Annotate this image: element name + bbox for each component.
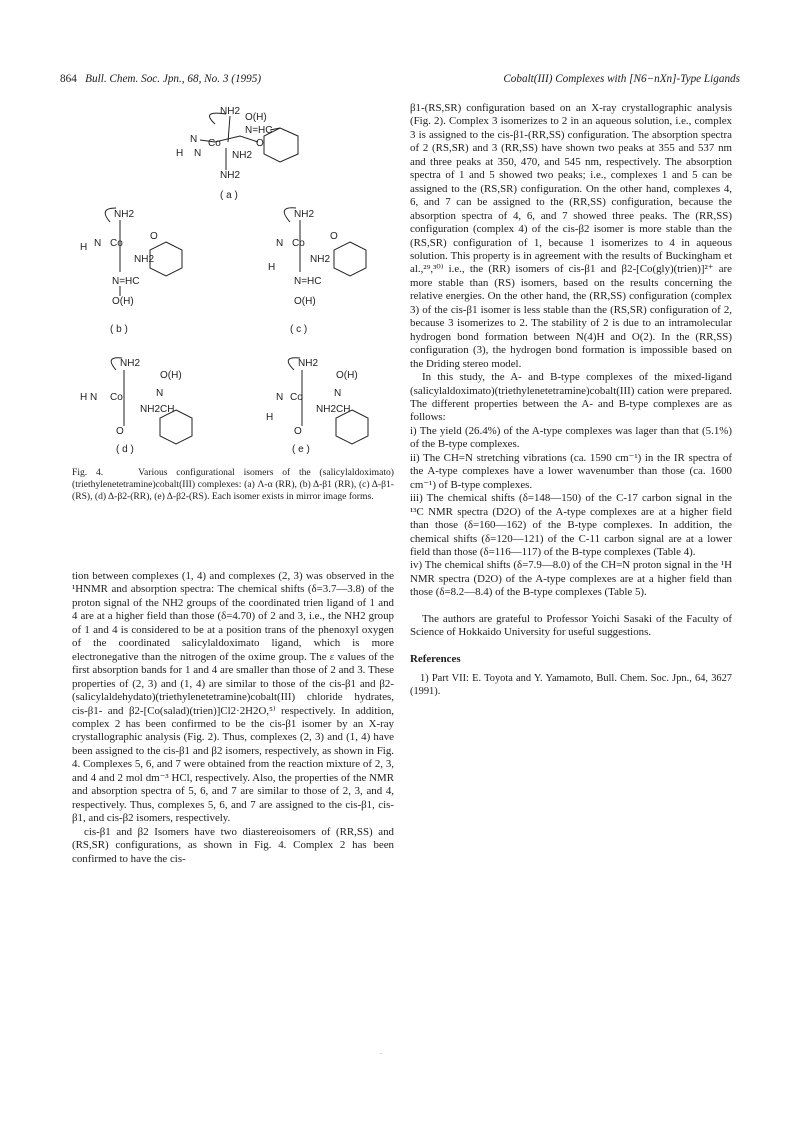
- figure-4-svg: [80, 100, 390, 460]
- svg-text:N=HC: N=HC: [245, 125, 273, 136]
- structure-a: [176, 106, 298, 201]
- svg-text:NH2: NH2: [114, 209, 135, 220]
- svg-text:O: O: [256, 138, 264, 149]
- left-paragraph-2: cis-β1 and β2 Isomers have two diastereoisomers of (RR,SS) and (RS,SR) configurations, as shown in Fig. 4. Complex 2 has been confirmed to have the cis-: [72, 825, 394, 865]
- svg-text:NH2: NH2: [120, 358, 141, 369]
- svg-text:NH2: NH2: [294, 209, 315, 220]
- svg-text:NH2CH: NH2CH: [316, 404, 351, 415]
- svg-text:Co: Co: [292, 238, 305, 249]
- svg-text:H: H: [176, 148, 184, 159]
- svg-text:O(H): O(H): [112, 296, 134, 307]
- caption-text: Various configurational isomers of the (salicylaldoximato)(triethylenetetramine)cobalt(III) complexes: (a) Λ-α (RR), (b) Δ-β1 (RR), (c) Δ-β1-(RS), (d) Δ-β2-(RR), (e) Δ-β2-(RS). Each isomer exists in mirror image forms.: [72, 467, 395, 503]
- svg-text:O: O: [294, 426, 302, 437]
- right-column: [410, 102, 732, 698]
- list-item-i: i) The yield (26.4%) of the A-type complexes was lager than that (5.1%) of the B-type complexes.: [410, 424, 732, 451]
- svg-text:O: O: [330, 231, 338, 242]
- svg-text:NH2: NH2: [298, 358, 319, 369]
- svg-text:Co: Co: [290, 392, 303, 403]
- structure-c: [268, 208, 366, 335]
- panel-label-d: ( d ): [116, 444, 134, 455]
- panel-label-b: ( b ): [110, 324, 128, 335]
- stray-mark: .: [380, 1047, 382, 1056]
- panel-label-a: ( a ): [220, 190, 238, 201]
- structure-d: [80, 358, 192, 455]
- page-number: 864: [60, 73, 77, 85]
- page-number-journal: [60, 73, 261, 85]
- svg-text:NH2: NH2: [220, 170, 241, 181]
- svg-text:O: O: [116, 426, 124, 437]
- svg-text:NH2: NH2: [134, 254, 155, 265]
- left-column: [72, 570, 394, 866]
- svg-text:O: O: [150, 231, 158, 242]
- svg-text:H: H: [268, 262, 276, 273]
- right-paragraph-1: β1-(RS,SR) configuration based on an X-ray crystallographic analysis (Fig. 2). Complex 3 isomerizes to 2 in an aqueous solution, i.e., complex 3 is assigned to the cis-β1-(RR,SS) configuration. The absorption spectra of 2 (RS,SR) and 3 (RR,SS) have shown two peaks at 355 and 537 nm and three peaks at 350, 470, and 545 nm, respectively. The absorption spectra of 1 and 5 showed two peaks; i.e., complexes 1 and 5 can be assigned to the (RS,SR) configuration. On the other hand, complexes 4, 6, and 7 can be assigned to the (RR,SS) configuration, because the absorption spectra of 4, 6, and 7 showed three peaks. The (RR,SS) configuration (complex 4) of the cis-β2 isomer is more stable than the (RS,SR) configuration of 1, because 1 isomerizes to 4 in aqueous solution. This property is in agreement with the results of Buckingham et al.,²⁹,³⁰⁾ i.e., the (RR) isomers of cis-β1 and β2-[Co(gly)(trien)]²⁺ are more stable than (RS) isomers, based on the results concerning the relative energies. On the other hand, the (RR,SS) configuration (complex 3) of the cis-β1 isomer is less stable than the (RS,SR) configuration of 2, because 3 isomerizes to 2. The stability of 2 is due to an intramolecular hydrogen bond formation between N(4)H and O(2). In the (RR,SS) configuration (3), the hydrogen bond formation is impossible based on the Driding stereo model.: [410, 102, 732, 370]
- svg-text:N: N: [194, 148, 202, 159]
- label-oh: O(H): [245, 112, 267, 123]
- svg-text:N: N: [156, 388, 164, 399]
- panel-label-e: ( e ): [292, 444, 310, 455]
- structure-b: [80, 208, 182, 335]
- list-item-ii: ii) The CH=N stretching vibrations (ca. 1590 cm⁻¹) in the IR spectra of the A-type complexes have a lower wavenumber than those (ca. 1600 cm⁻¹) of B-type complexes.: [410, 451, 732, 491]
- figure-caption: [72, 467, 394, 503]
- svg-text:Co: Co: [110, 392, 123, 403]
- right-paragraph-2: In this study, the A- and B-type complexes of the mixed-ligand (salicylaldoximato)(triethylenetetramine)cobalt(III) cation were prepared. The different properties between the A- and B-type complexes are as follows:: [410, 371, 732, 424]
- svg-text:N=HC: N=HC: [294, 276, 322, 287]
- svg-text:N: N: [94, 238, 102, 249]
- label-nh2: NH2: [220, 106, 241, 117]
- references-title: References: [410, 652, 461, 665]
- reference-1: 1) Part VII: E. Toyota and Y. Yamamoto, Bull. Chem. Soc. Jpn., 64, 3627 (1991).: [410, 673, 732, 698]
- svg-text:H N: H N: [80, 392, 98, 403]
- panel-label-c: ( c ): [290, 324, 308, 335]
- svg-text:NH2CH: NH2CH: [140, 404, 175, 415]
- journal-citation: Bull. Chem. Soc. Jpn., 68, No. 3 (1995): [85, 73, 262, 85]
- svg-text:O(H): O(H): [294, 296, 316, 307]
- list-item-iii: iii) The chemical shifts (δ=148—150) of the C-17 carbon signal in the ¹³C NMR spectra (D2O) of the A-type complexes are at a higher field than those (δ=160—162) of the B-type complexes. In addition, the chemical shifts (δ=120—121) of the C-11 carbon signal are at a lower field than those (δ=116—117) of the B-type complexes (Table 4).: [410, 492, 732, 558]
- svg-text:N=HC: N=HC: [112, 276, 140, 287]
- svg-text:Co: Co: [208, 138, 221, 149]
- left-paragraph-1: tion between complexes (1, 4) and complexes (2, 3) was observed in the ¹HNMR and absorption spectra: The chemical shifts (δ=3.7—3.8) of the proton signal of the NH2 groups of the coordinated trien ligand of 1 and 4 are at a higher field than those (δ=4.70) of 2 and 3, i.e., the NH2 group of 1 and 4 is considered to be at a position trans of the phenoxyl oxygen of the coordinated salicylaldoximato ligand, which is more electronegative than the nitrogen of the oxime group. The ε values of the first absorption bands for 1 and 4 are smaller than those of 2 and 3. These properties of (2, 3) and (1, 4) are similar to those of the cis-β1 and β2-(salicylaldehydato)(triethylenetetramine)cobalt(III) chloride hydrates, cis-β1- and β2-[Co(salad)(trien)]Cl2·2H2O,⁵⁾ respectively. In addition, complex 2 has been confirmed to be the cis-β1 isomer by an X-ray crystallographic analysis (Fig. 2). Thus, complexes (2, 3) and (1, 4) have been assigned to the cis-β1 and β2 isomers, respectively, as shown in Fig. 4. Complexes 5, 6, and 7 were obtained from the reaction mixture of 2, 3, and 4 and 2 mol dm⁻³ HCl, respectively. Also, the properties of the NMR and absorption spectra of 5, 6, and 7 are similar to those of 2, 3, and 4, respectively. Thus, complexes 5, 6, and 7 are assigned to the cis-β1, cis-β1, and cis-β2 isomers, respectively.: [72, 570, 394, 825]
- svg-text:N: N: [276, 238, 284, 249]
- svg-text:Co: Co: [110, 238, 123, 249]
- svg-text:NH2: NH2: [310, 254, 331, 265]
- structure-e: [266, 358, 368, 455]
- acknowledgment: The authors are grateful to Professor Yoichi Sasaki of the Faculty of Science of Hokkaido University for useful suggestions.: [410, 612, 732, 639]
- svg-text:O(H): O(H): [336, 370, 358, 381]
- caption-label: Fig. 4.: [72, 467, 104, 478]
- svg-text:N: N: [190, 134, 198, 145]
- svg-text:H: H: [266, 412, 274, 423]
- list-item-iv: iv) The chemical shifts (δ=7.9—8.0) of the CH=N proton signal in the ¹H NMR spectra (D2O) of the A-type complexes are at a higher field than those (δ=8.2—8.4) of the B-type complexes (Table 5).: [410, 559, 732, 599]
- svg-text:N: N: [276, 392, 284, 403]
- svg-text:H: H: [80, 242, 88, 253]
- svg-text:NH2: NH2: [232, 150, 253, 161]
- running-title: Cobalt(III) Complexes with [N6−nXn]-Type Ligands: [503, 73, 740, 85]
- svg-text:O(H): O(H): [160, 370, 182, 381]
- svg-text:N: N: [334, 388, 342, 399]
- page-header: [60, 73, 740, 89]
- figure-4-structures: [80, 100, 390, 460]
